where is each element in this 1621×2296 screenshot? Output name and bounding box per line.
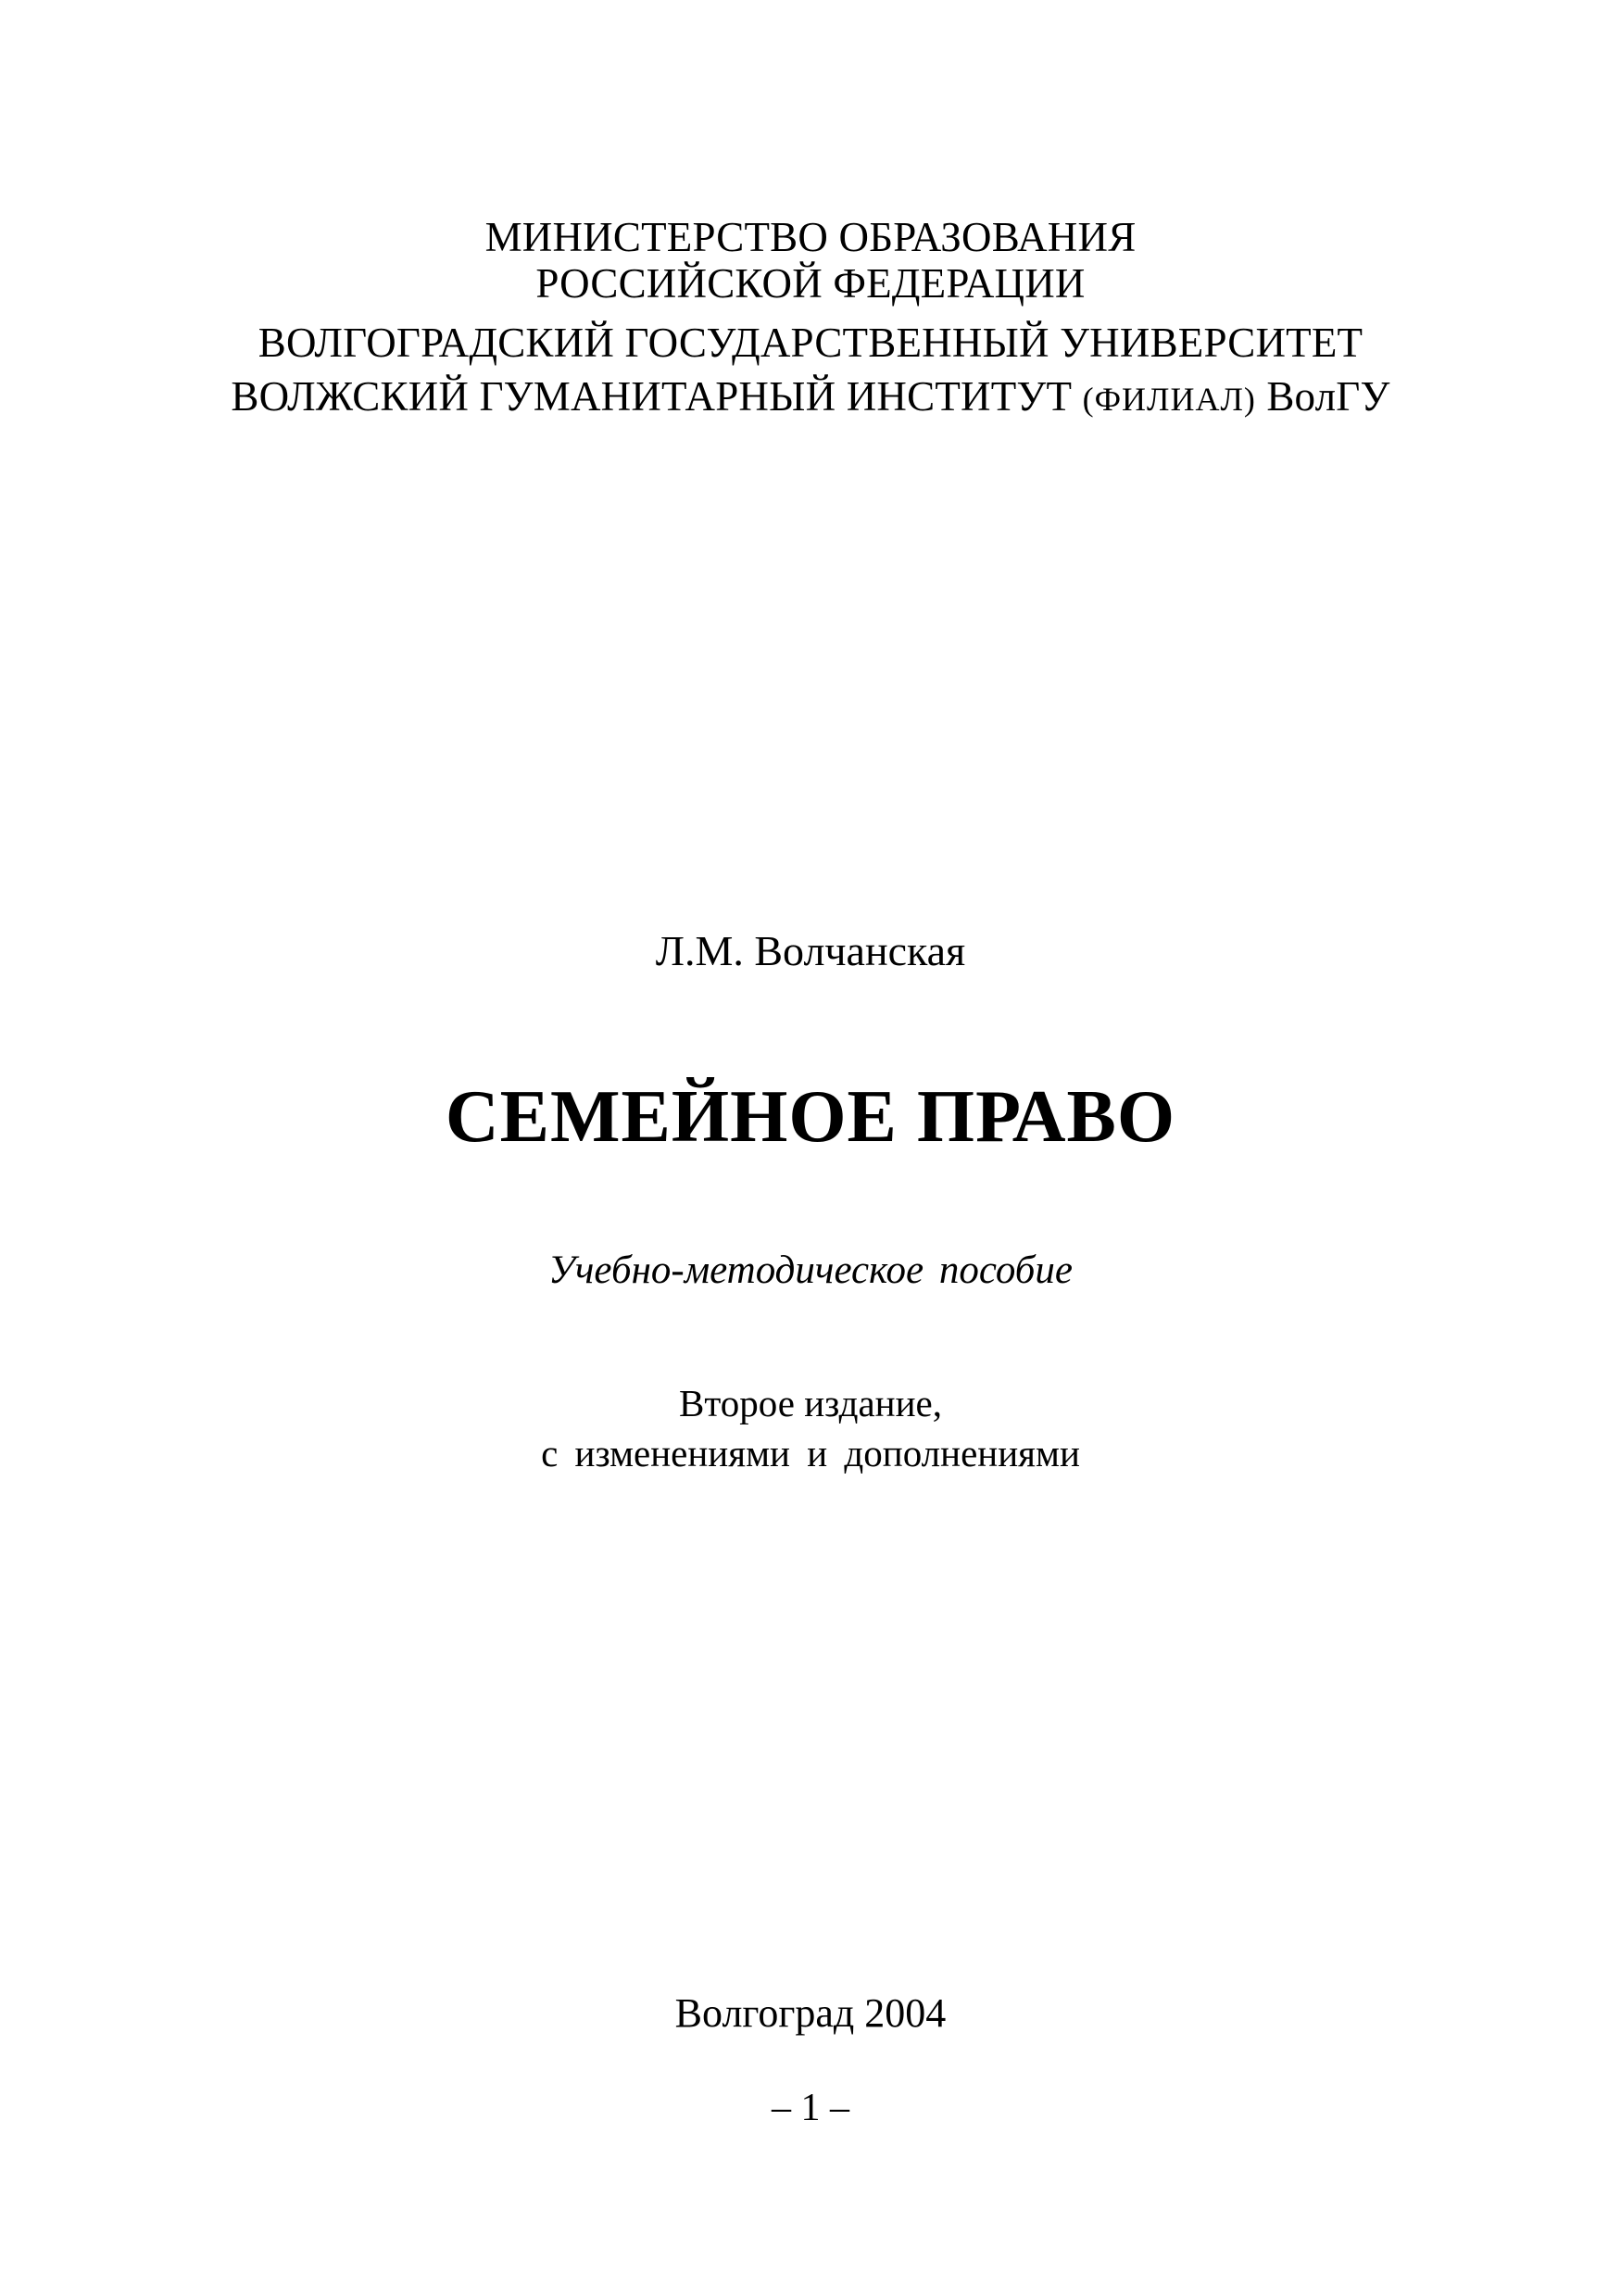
book-subtitle: Учебно-методическое пособие (547, 1248, 1074, 1292)
book-title: СЕМЕЙНОЕ ПРАВО (445, 1076, 1176, 1158)
page-number: – 1 – (772, 2087, 849, 2129)
university-name: ВОЛГОГРАДСКИЙ ГОСУДАРСТВЕННЫЙ УНИВЕРСИТЕТ (258, 320, 1363, 366)
ministry-line-1: МИНИСТЕРСТВО ОБРАЗОВАНИЯ (484, 214, 1137, 260)
edition-line-2: с изменениями и дополнениями (541, 1432, 1080, 1474)
edition-line-1: Второе издание, (679, 1382, 942, 1424)
author-name: Л.М. Волчанская (655, 927, 966, 974)
ministry-line-2: РОССИЙСКОЙ ФЕДЕРАЦИИ (535, 260, 1086, 307)
institute-name (0, 373, 1621, 420)
institute-branch-note: (ФИЛИАЛ) (1082, 381, 1256, 418)
institute-abbr: ВолГУ (1266, 373, 1390, 420)
institute-main: ВОЛЖСКИЙ ГУМАНИТАРНЫЙ ИНСТИТУТ (231, 373, 1073, 420)
place-and-year: Волгоград 2004 (674, 1990, 947, 2036)
